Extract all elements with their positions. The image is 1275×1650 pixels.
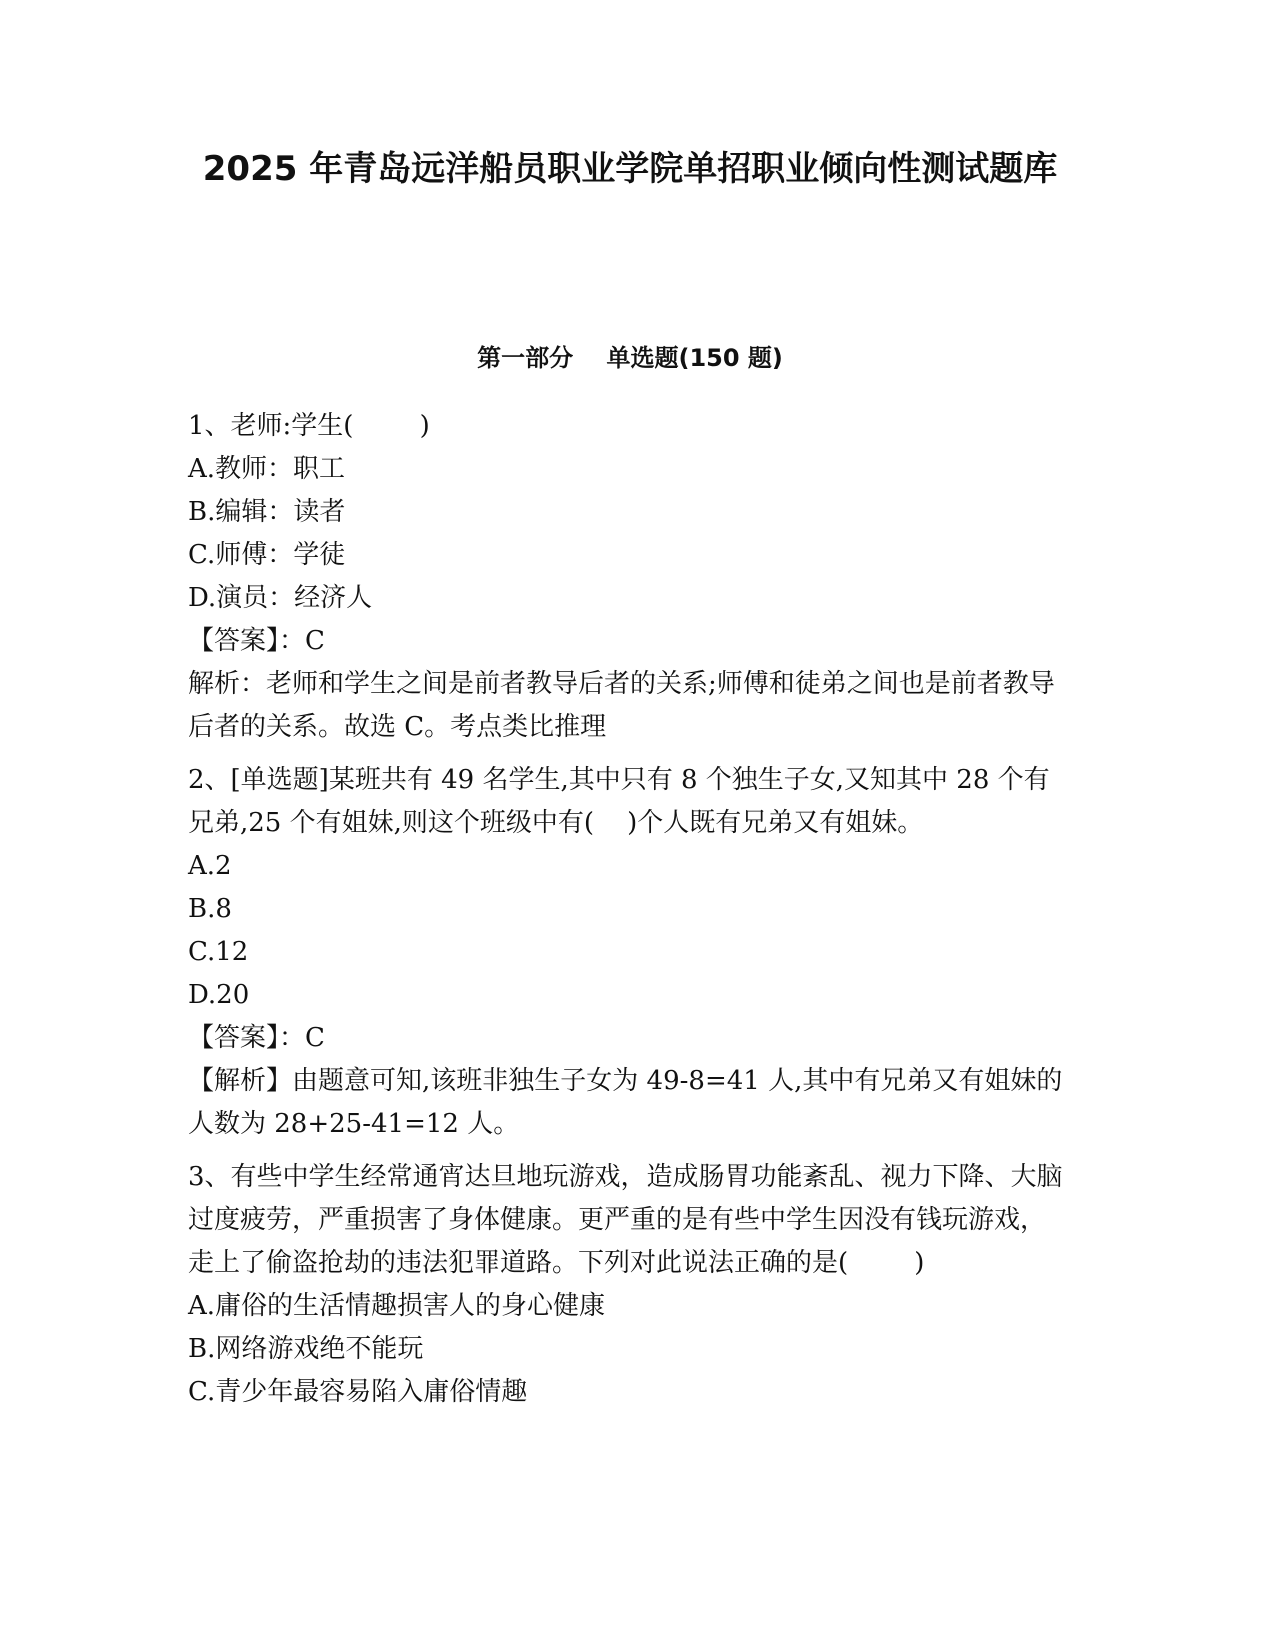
question-item xyxy=(188,405,1068,749)
option-a: A.教师：职工 xyxy=(188,454,346,484)
option-c: C.师傅：学徒 xyxy=(188,540,346,570)
answer-text: 【答案】：C xyxy=(188,1023,325,1053)
option-c: C.青少年最容易陷入庸俗情趣 xyxy=(188,1377,528,1407)
question-item xyxy=(188,1156,1068,1414)
option-b: B.编辑：读者 xyxy=(188,497,346,527)
option-d: D.20 xyxy=(188,980,250,1010)
analysis-text: 【解析】由题意可知,该班非独生子女为 49-8=41 人,其中有兄弟又有姐妹的人数为 28+25-41=12 人。 xyxy=(188,1066,1063,1139)
question-stem: 2、[单选题]某班共有 49 名学生,其中只有 8 个独生子女,又知其中 28 个有兄弟,25 个有姐妹,则这个班级中有( )个人既有兄弟又有姐妹。 xyxy=(188,765,1050,838)
option-a: A.庸俗的生活情趣损害人的身心健康 xyxy=(188,1291,606,1321)
document-title: 2025 年青岛远洋船员职业学院单招职业倾向性测试题库 xyxy=(202,149,1058,189)
option-b: B.网络游戏绝不能玩 xyxy=(188,1334,424,1364)
option-d: D.演员：经济人 xyxy=(188,583,373,613)
analysis-text: 解析：老师和学生之间是前者教导后者的关系;师傅和徒弟之间也是前者教导后者的关系。故选 C。考点类比推理 xyxy=(188,669,1055,742)
question-stem: 1、老师:学生( ) xyxy=(188,411,430,441)
option-b: B.8 xyxy=(188,894,232,924)
answer-text: 【答案】：C xyxy=(188,626,325,656)
section-heading: 第一部分 单选题(150 题) xyxy=(477,344,783,372)
question-stem: 3、有些中学生经常通宵达旦地玩游戏，造成肠胃功能紊乱、视力下降、大脑过度疲劳，严重损害了身体健康。更严重的是有些中学生因没有钱玩游戏，走上了偷盗抢劫的违法犯罪道路。下列对此说法正确的是( ) xyxy=(188,1162,1063,1278)
question-list xyxy=(188,405,1068,1414)
option-c: C.12 xyxy=(188,937,249,967)
question-item xyxy=(188,759,1068,1146)
option-a: A.2 xyxy=(188,851,232,881)
